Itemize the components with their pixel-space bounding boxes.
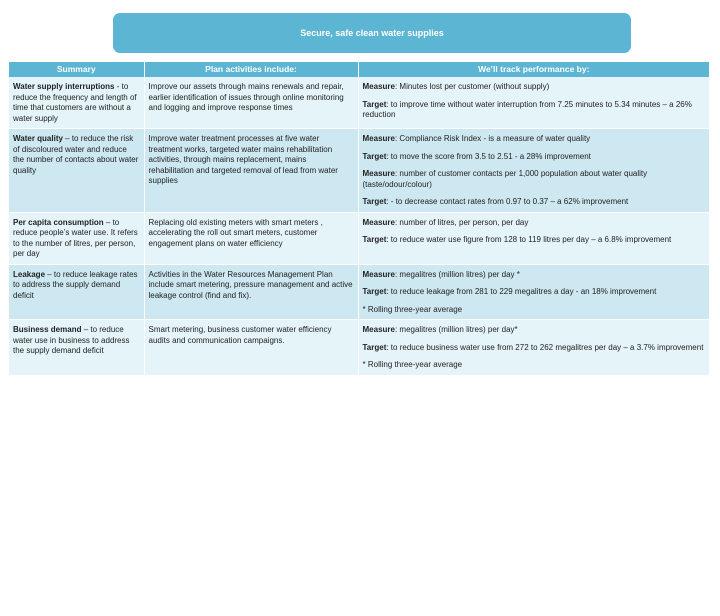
metric-line xyxy=(363,82,706,93)
metric-label: Target xyxy=(362,197,387,206)
summary-text: – to reduce water use in business to address the supply demand deficit xyxy=(13,325,130,355)
metric-text: : to reduce water use figure from 128 to 119 litres per day – a 6.8% improvement xyxy=(386,235,672,244)
metric-line xyxy=(363,287,706,298)
page-title-banner xyxy=(113,13,631,53)
plan-cell: Improve our assets through mains renewals and repair, earlier identification of issues through online monitoring and logging and improve response times xyxy=(144,77,358,129)
metric-text: : megalitres (million litres) per day * xyxy=(394,269,520,279)
summary-cell xyxy=(9,264,144,320)
metric-label: Measure xyxy=(362,82,395,91)
table-row xyxy=(9,77,709,129)
metric-line xyxy=(363,270,706,281)
metrics-cell xyxy=(358,129,709,213)
plan-cell: Replacing old existing meters with smart meters , accelerating the roll out smart meters, customer engagement plans on water efficiency xyxy=(144,212,358,264)
summary-title: Per capita consumption xyxy=(13,217,104,227)
metric-label: Target xyxy=(362,342,387,352)
metric-text: : to improve time without water interruption from 7.25 minutes to 5.34 minutes – a 26% reduction xyxy=(362,99,692,119)
table-row xyxy=(9,320,709,376)
metric-label: Measure xyxy=(362,269,395,279)
metric-line xyxy=(363,169,706,190)
metric-label: Target xyxy=(362,287,387,296)
metric-line xyxy=(363,325,706,336)
metric-label: Measure xyxy=(362,325,395,334)
metric-text: : number of litres, per person, per day xyxy=(394,217,529,227)
metric-text: * Rolling three-year average xyxy=(362,360,463,369)
metric-text: : to move the score from 3.5 to 2.51 - a 28% improvement xyxy=(386,151,591,161)
table-row xyxy=(9,264,709,320)
metric-line xyxy=(363,235,706,246)
metric-line xyxy=(363,218,706,229)
metric-label: Measure xyxy=(362,217,395,227)
metric-label: Measure xyxy=(362,169,395,178)
metric-text: : to reduce leakage from 281 to 229 megalitres a day - an 18% improvement xyxy=(386,287,657,296)
table-header-row xyxy=(9,62,709,77)
header-performance: We’ll track performance by: xyxy=(358,62,709,77)
table-row xyxy=(9,129,709,213)
page-title: Secure, safe clean water supplies xyxy=(300,28,444,38)
metric-line xyxy=(363,197,706,208)
metrics-cell xyxy=(358,264,709,320)
metric-text: : - to decrease contact rates from 0.97 to 0.37 – a 62% improvement xyxy=(386,197,629,206)
metric-line xyxy=(363,134,706,145)
metrics-cell xyxy=(358,212,709,264)
table-row xyxy=(9,212,709,264)
metric-line xyxy=(363,343,706,354)
summary-text: - to reduce the frequency and length of time that customers are without a water supply xyxy=(13,82,137,123)
summary-text: – to reduce leakage rates to address the supply demand deficit xyxy=(13,269,138,300)
summary-cell xyxy=(9,212,144,264)
plan-cell: Smart metering, business customer water efficiency audits and communication campaigns. xyxy=(144,320,358,376)
metric-label: Target xyxy=(362,99,387,109)
metric-line xyxy=(363,100,706,121)
metric-footnote xyxy=(363,305,706,316)
metrics-cell xyxy=(358,77,709,129)
metric-label: Target xyxy=(362,235,387,244)
summary-text: – to reduce the risk of discoloured water and reduce the number of contacts about water quality xyxy=(13,134,139,175)
summary-text: – to reduce people’s water use. It refers to the number of litres, per person, per day xyxy=(13,217,138,258)
metric-text: : number of customer contacts per 1,000 population about water quality (taste/odour/colour) xyxy=(362,169,648,189)
metric-line xyxy=(363,152,706,163)
summary-title: Business demand xyxy=(13,325,82,334)
metric-label: Target xyxy=(362,151,387,161)
header-plan-activities: Plan activities include: xyxy=(144,62,358,77)
plan-cell: Improve water treatment processes at five water treatment works, targeted water mains rehabilitation activities, through mains replacement, mains rehabilitation and targeted removal of lead from water supplies xyxy=(144,129,358,213)
summary-title: Leakage xyxy=(13,269,46,279)
performance-table xyxy=(9,62,709,376)
metrics-cell xyxy=(358,320,709,376)
summary-cell xyxy=(9,320,144,376)
metric-text: : to reduce business water use from 272 to 262 megalitres per day – a 3.7% improvement xyxy=(386,342,704,352)
summary-title: Water supply interruptions xyxy=(13,82,115,91)
plan-cell: Activities in the Water Resources Management Plan include smart metering, pressure management and active leakage control (find and fix). xyxy=(144,264,358,320)
header-summary: Summary xyxy=(9,62,144,77)
metric-footnote xyxy=(363,360,706,371)
metric-text: : megalitres (million litres) per day* xyxy=(394,325,518,334)
summary-cell xyxy=(9,77,144,129)
metric-text: : Minutes lost per customer (without supply) xyxy=(394,82,550,91)
metric-label: Measure xyxy=(362,134,395,143)
summary-title: Water quality xyxy=(13,134,63,143)
metric-text: : Compliance Risk Index - is a measure of water quality xyxy=(394,134,591,143)
summary-cell xyxy=(9,129,144,213)
metric-text: * Rolling three-year average xyxy=(362,304,463,314)
